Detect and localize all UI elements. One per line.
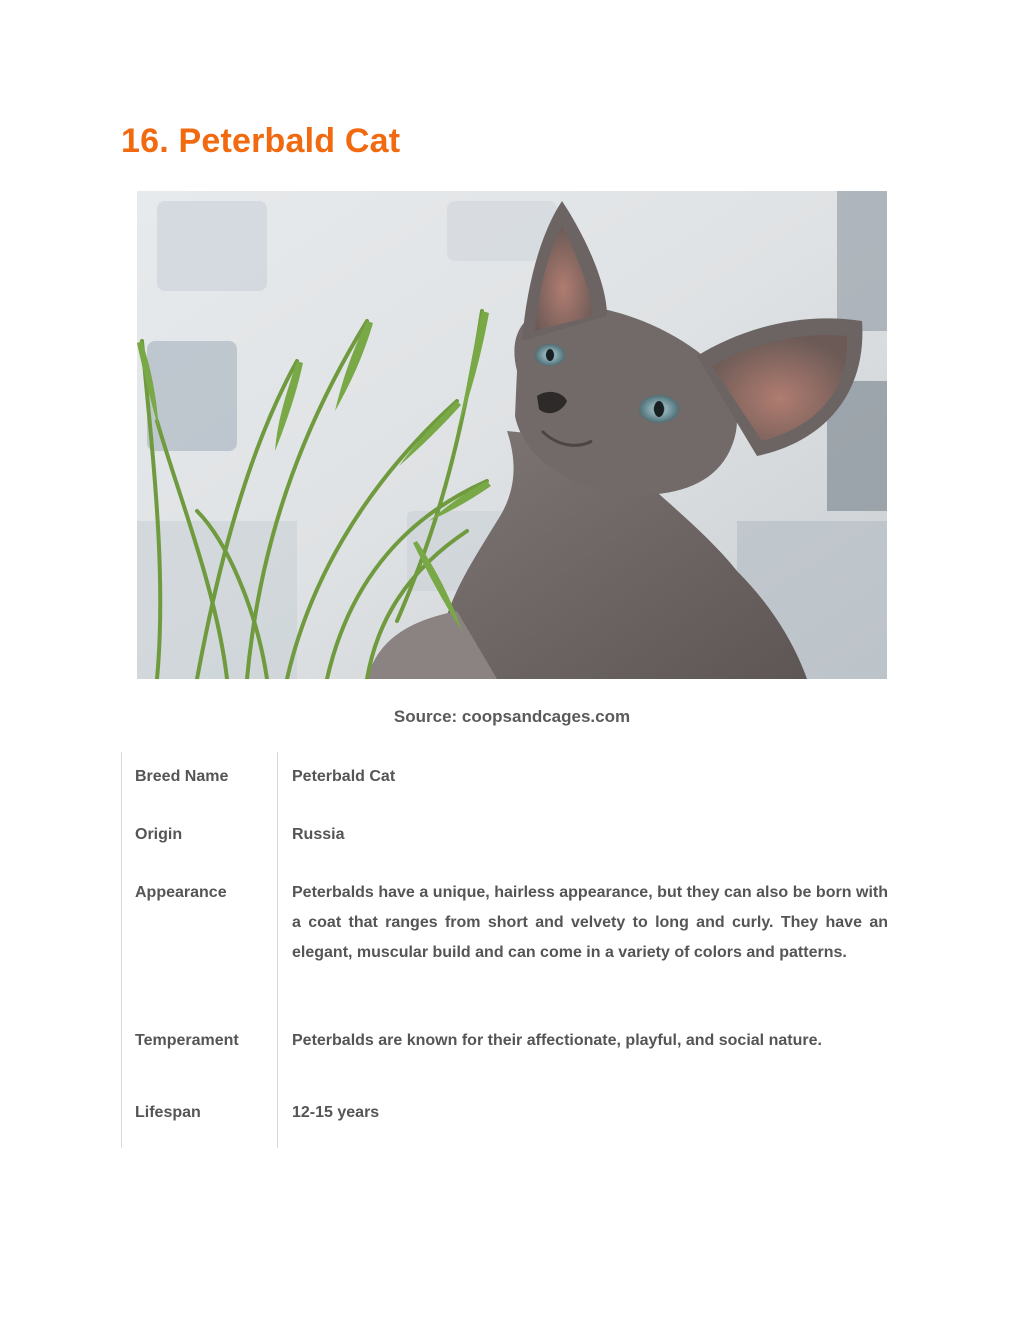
row-value: Peterbalds have a unique, hairless appearance, but they can also be born with a coat that ranges from short and velvety to long and curly. They have an elegant, muscular build and can come in a variety of colors and patterns. (292, 884, 888, 961)
row-label: Temperament (135, 1032, 239, 1049)
cat-photo (137, 191, 887, 679)
page-title: 16. Peterbald Cat (121, 122, 401, 160)
row-label: Origin (135, 826, 183, 843)
row-label: Lifespan (135, 1104, 201, 1121)
peterbald-cat-illustration (137, 191, 887, 679)
row-value: 12-15 years (292, 1104, 380, 1121)
row-value: Peterbalds are known for their affectionate, playful, and social nature. (292, 1032, 822, 1049)
row-label: Appearance (135, 884, 227, 901)
column-divider (277, 752, 278, 1148)
row-value: Russia (292, 826, 345, 843)
breed-info-table (121, 752, 888, 1148)
image-source-caption: Source: coopsandcages.com (393, 707, 631, 726)
row-label: Breed Name (135, 768, 229, 785)
row-value: Peterbald Cat (292, 768, 396, 785)
